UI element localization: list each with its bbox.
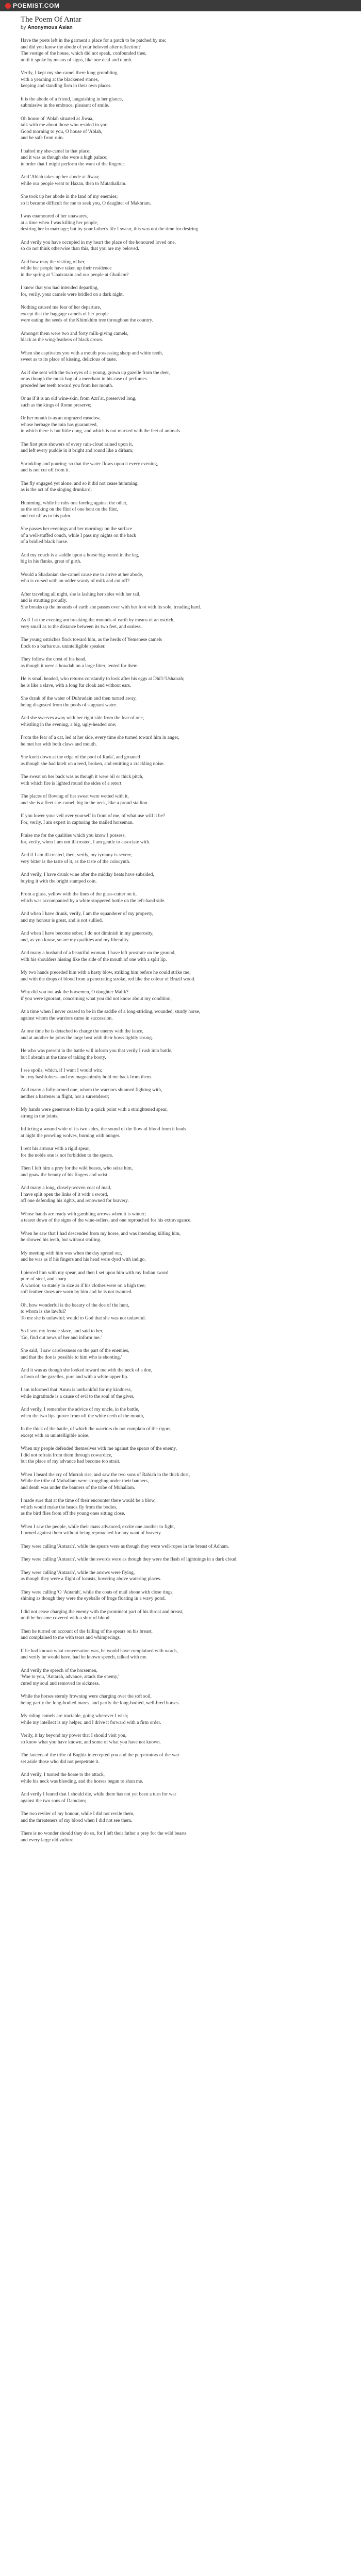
poem-stanza bbox=[21, 96, 340, 109]
verse-line: Why did you not ask the horsemen, O daughter Malik? bbox=[21, 990, 128, 995]
verse-line: of a bridled black horse. bbox=[21, 539, 69, 545]
verse-line: and death was under the banners of the tribe of Muhallam. bbox=[21, 1485, 135, 1490]
verse-line: as though it were a howdah on a large litter, tented for them. bbox=[21, 663, 139, 669]
verse-line: And my couch is a saddle upon a horse big-boned in the leg, bbox=[21, 552, 139, 558]
verse-line: against the two sons of Damdam; bbox=[21, 1798, 86, 1804]
verse-line: except with an unintelligible noise. bbox=[21, 1433, 90, 1438]
verse-line: And she swerves away with her right side from the fear of one, bbox=[21, 716, 144, 721]
verse-line: Humming, while he rubs one foreleg against the other, bbox=[21, 500, 127, 506]
verse-line: and that the doe is possible to him who is shooting.' bbox=[21, 1354, 122, 1360]
verse-line: as the striking on the flint of one bent on the flint, bbox=[21, 507, 118, 512]
verse-line: And verily the speech of the horsemen, bbox=[21, 1668, 98, 1673]
verse-line: And verily you have occupied in my heart the place of the honoured loved one, bbox=[21, 240, 176, 245]
verse-line: Verily, it lay beyond my power that I should visit you, bbox=[21, 1733, 127, 1738]
verse-line: Nothing caused me fear of her departure, bbox=[21, 305, 101, 310]
poem-stanza bbox=[21, 331, 340, 344]
poem-stanza bbox=[21, 415, 340, 435]
poem-stanza bbox=[21, 735, 340, 748]
verse-line: whose herbage the rain has guaranteed, bbox=[21, 422, 98, 428]
verse-line: cured my soul and removed its sickness. bbox=[21, 1681, 100, 1686]
verse-line: And 'Ablah takes up her abode at Jiwaa; bbox=[21, 175, 100, 180]
verse-line: and complained to me with tears and whimperings. bbox=[21, 1635, 121, 1640]
verse-line: I knew that you had intended departing, bbox=[21, 285, 99, 291]
verse-line: very small as to the distance between its two feet, and earless. bbox=[21, 624, 142, 630]
byline-prefix: by bbox=[21, 25, 26, 30]
verse-line: Would a Shadanian she-camel cause me to arrive at her abode, bbox=[21, 572, 143, 578]
poem-stanza bbox=[21, 1589, 340, 1602]
verse-line: Oh house of 'Ablah situated at Jiwaa, bbox=[21, 116, 94, 122]
verse-line: a fawn of the gazelles, pure and with a white upper lip. bbox=[21, 1374, 128, 1380]
verse-line: And verily I feared that I should die, while there has not yet been a turn for war bbox=[21, 1792, 176, 1797]
poem-stanza bbox=[21, 1609, 340, 1622]
poem-stanza bbox=[21, 1556, 340, 1563]
verse-line: while his neck was bleeding, and the horses began to shun me. bbox=[21, 1778, 143, 1784]
verse-line: A warrior, so stately in size as if his clothes were on a high tree; bbox=[21, 1283, 146, 1289]
verse-line: as though she had knelt on a reed, broken, and emitting a crackling noise. bbox=[21, 761, 165, 767]
verse-line: and cut off as to his palm. bbox=[21, 513, 72, 519]
verse-line: such as the kings of Rome preserve; bbox=[21, 402, 92, 408]
verse-line: And many a long, closely-woven coat of mail, bbox=[21, 1185, 111, 1191]
verse-line: They were calling 'Antarah', while the swords were as though they were the flash of lightnings in a dark cloud. bbox=[21, 1557, 238, 1562]
verse-line: and with the drops of blood from a penetrating stroke, red like the colour of Brazil wood. bbox=[21, 976, 195, 982]
verse-line: Then he turned on account of the falling of the spears on his breast, bbox=[21, 1629, 153, 1634]
verse-line: neither a hastener in flight, nor a surrenderer; bbox=[21, 1094, 109, 1099]
verse-line: as the bird flies from off the young ones sitting close. bbox=[21, 1511, 125, 1516]
poem-stanza bbox=[21, 833, 340, 845]
verse-line: as is the act of the singing drunkard; bbox=[21, 487, 92, 493]
verse-line: Praise me for the qualities which you know I possess, bbox=[21, 833, 126, 838]
poem-stanza bbox=[21, 1733, 340, 1745]
verse-line: He who was present in the battle will inform you that verily I rush into battle, bbox=[21, 1048, 173, 1054]
verse-line: while our people went to Hazan, then to Mutathallam. bbox=[21, 181, 127, 187]
verse-line: When my people defended themselves with me against the spears of the enemy, bbox=[21, 1446, 177, 1451]
verse-line: And verily, I remember the advice of my uncle, in the battle, bbox=[21, 1407, 139, 1412]
verse-line: so it became difficult for me to seek you, O daughter of Makhram. bbox=[21, 200, 151, 206]
poem-stanza bbox=[21, 526, 340, 546]
verse-line: to whom is she lawful? bbox=[21, 1309, 67, 1314]
poem-stanza bbox=[21, 1146, 340, 1159]
poem-stanza bbox=[21, 617, 340, 630]
poem-stanza bbox=[21, 572, 340, 585]
verse-line: And if I am ill-treated, then, verily, my tyranny is severe, bbox=[21, 853, 133, 858]
verse-line: being disgusted from the pools of stagnant water. bbox=[21, 702, 117, 708]
verse-line: They were calling 'O 'Antarah', while the coats of mail shone with close rings, bbox=[21, 1589, 174, 1595]
verse-line: in which there is but little dung, and which is not marked with the feet of animals. bbox=[21, 429, 182, 434]
verse-line: or as though the musk bag of a merchant in his case of perfumes bbox=[21, 377, 147, 382]
verse-line: talk with me about those who resided in you. bbox=[21, 123, 109, 128]
verse-line: so know what you have known, and some of what you have not known. bbox=[21, 1739, 161, 1745]
verse-line: I see spoils, which, if I want I would win; bbox=[21, 1068, 103, 1073]
poem-stanza bbox=[21, 676, 340, 689]
poem-stanza bbox=[21, 891, 340, 904]
verse-line: soft leather shoes are worn by him and he is not twinned. bbox=[21, 1290, 133, 1295]
verse-line: Then I left him a prey for the wild beasts, who seize him, bbox=[21, 1166, 133, 1171]
poem-stanza bbox=[21, 481, 340, 494]
verse-line: So I sent my female slave, and said to her, bbox=[21, 1329, 104, 1334]
verse-line: but I abstain at the time of taking the booty. bbox=[21, 1055, 106, 1060]
poem-stanza bbox=[21, 793, 340, 806]
verse-line: when the two lips quiver from off the white teeth of the mouth, bbox=[21, 1413, 144, 1419]
verse-line: She said, 'I saw carelessness on the part of the enemies, bbox=[21, 1348, 129, 1353]
poem-stanza bbox=[21, 370, 340, 389]
verse-line: but the place of my advance had become too strait. bbox=[21, 1459, 121, 1464]
poem-stanza bbox=[21, 754, 340, 767]
verse-line: She passes her evenings and her mornings on the surface bbox=[21, 527, 133, 532]
poem-stanza bbox=[21, 1348, 340, 1361]
verse-line: And many a husband of a beautiful woman, I have left prostrate on the ground, bbox=[21, 951, 176, 956]
poem-stanza bbox=[21, 852, 340, 865]
verse-line: which was accompanied by a white stoppered bottle on the left-hand side. bbox=[21, 898, 166, 904]
verse-line: I turned against them without being reproached for any want of bravery. bbox=[21, 1531, 162, 1536]
site-header bbox=[0, 0, 361, 11]
verse-line: My hands were generous to him by a quick point with a straightened spear, bbox=[21, 1107, 168, 1112]
logo-mark-icon bbox=[5, 3, 11, 9]
verse-line: buying it with the bright stamped coin. bbox=[21, 878, 97, 884]
poem-stanza bbox=[21, 1446, 340, 1465]
verse-line: except that the baggage camels of her people bbox=[21, 311, 109, 317]
verse-line: The sweat on her back was as though it were oil or thick pitch, bbox=[21, 774, 143, 779]
verse-line: being partly the long-bodied mares, and partly the long-bodied, well-bred horses. bbox=[21, 1700, 180, 1706]
poem-stanza bbox=[21, 1752, 340, 1765]
poem-stanza bbox=[21, 1629, 340, 1641]
verse-line: If he had known what conversation was, he would have complained with words, bbox=[21, 1648, 178, 1654]
verse-line: After traveling all night, she is lashing her sides with her tail, bbox=[21, 591, 141, 597]
verse-line: keeping and standing firm in their own places. bbox=[21, 83, 112, 89]
poem-author-link[interactable]: Anonymous Asian bbox=[27, 25, 73, 30]
verse-line: he showed his teeth, but without smiling. bbox=[21, 1238, 102, 1243]
verse-line: preceded her teeth toward you from her mouth. bbox=[21, 383, 113, 388]
verse-line: while ingratitude is a cause of evil to the soul of the giver. bbox=[21, 1394, 135, 1399]
verse-line: flock to a barbarous, unintelligible speaker. bbox=[21, 643, 106, 649]
poem-stanza bbox=[21, 930, 340, 943]
verse-line: The two reviler of my honour, while I did not revile them, bbox=[21, 1811, 135, 1817]
poem-stanza bbox=[21, 950, 340, 963]
verse-line: 'Go, find out news of her and inform me.' bbox=[21, 1335, 102, 1341]
poem-stanza bbox=[21, 194, 340, 207]
poem-stanza bbox=[21, 174, 340, 187]
poem-stanza bbox=[21, 1126, 340, 1139]
verse-line: In the thick of the battle, of which the warriors do not complain of the rigors, bbox=[21, 1427, 172, 1432]
verse-line: The young ostriches flock toward him, as the herds of Yemenese camels bbox=[21, 637, 162, 642]
verse-line: And many a fully-armed one, whom the warriors shunned fighting with, bbox=[21, 1088, 162, 1093]
verse-line: While the horses sternly frowning were charging over the soft soil, bbox=[21, 1694, 152, 1699]
poem-stanza bbox=[21, 148, 340, 168]
poem-stanza bbox=[21, 1302, 340, 1322]
verse-line: off one defending his rights, and renowned for bravery. bbox=[21, 1198, 129, 1204]
poem-stanza bbox=[21, 1668, 340, 1687]
poem-stanza bbox=[21, 1811, 340, 1824]
verse-line: Verily, I kept my she-camel there long grumbling, bbox=[21, 71, 119, 76]
poem-stanza bbox=[21, 396, 340, 409]
verse-line: and my honour is great, and is not sullied. bbox=[21, 918, 103, 923]
verse-line: at night the prowling wolves, burning with hunger. bbox=[21, 1133, 120, 1139]
logo-text: POEMIST.COM bbox=[13, 2, 60, 9]
verse-line: As if I at the evening am breaking the mounds of earth by means of an ostrich, bbox=[21, 618, 175, 623]
verse-line: Have the poets left in the garment a place for a patch to be patched by me; bbox=[21, 38, 167, 43]
verse-line: And verily, I have drunk wine after the midday heats have subsided, bbox=[21, 872, 154, 877]
verse-line: and gnaw the beauty of his fingers and wrist. bbox=[21, 1172, 109, 1178]
poem-stanza bbox=[21, 1772, 340, 1785]
verse-line: and did you know the abode of your beloved after reflection? bbox=[21, 44, 141, 50]
verse-line: with which fire is lighted round the sides of a retort. bbox=[21, 781, 123, 786]
verse-line: in the spring at 'Unaizatain and our people at Ghailam? bbox=[21, 272, 129, 278]
verse-line: And when I have become sober, I do not diminish in my generosity, bbox=[21, 931, 154, 936]
poem-stanza bbox=[21, 1498, 340, 1517]
poem-stanza bbox=[21, 1524, 340, 1537]
verse-line: he met her with both claws and mouth. bbox=[21, 741, 97, 747]
verse-line: and verily he would have, had he known speech, talked with me. bbox=[21, 1655, 147, 1660]
verse-line: I did not refrain from them through cowardice, bbox=[21, 1452, 112, 1458]
poem-stanza bbox=[21, 116, 340, 142]
verse-line: I have split open the links of it with a sword, bbox=[21, 1192, 108, 1197]
poem-stanza bbox=[21, 1028, 340, 1041]
verse-line: While the tribe of Muhallam were struggling under their banners, bbox=[21, 1479, 149, 1484]
poem-stanza bbox=[21, 989, 340, 1002]
verse-line: The first pure showers of every rain-cloud rained upon it, bbox=[21, 442, 133, 447]
verse-line: strong in the joints; bbox=[21, 1113, 59, 1119]
verse-line: To me she is unlawful; would to God that she was not unlawful. bbox=[21, 1315, 146, 1321]
verse-line: I am informed that 'Amru is unthankful for my kindness, bbox=[21, 1387, 132, 1393]
verse-line: for the noble one is not forbidden to the spears. bbox=[21, 1153, 113, 1158]
verse-line: And verily, I turned the horse to the attack, bbox=[21, 1772, 105, 1777]
verse-line: until it spoke by means of signs, like one deaf and dumb. bbox=[21, 57, 133, 63]
poem-stanza bbox=[21, 1067, 340, 1080]
poem-stanza bbox=[21, 461, 340, 474]
poem-stanza bbox=[21, 213, 340, 233]
poem-stanza bbox=[21, 1406, 340, 1419]
poem-stanza bbox=[21, 1570, 340, 1583]
poem-stanza bbox=[21, 1472, 340, 1492]
poem-stanza bbox=[21, 1791, 340, 1804]
verse-line: She knelt down at the edge of the pool of Rada', and groaned bbox=[21, 755, 140, 760]
verse-line: Whose hands are ready with gambling arrows when it is winter; bbox=[21, 1211, 146, 1217]
verse-line: My meeting with him was when the day spread out, bbox=[21, 1250, 122, 1256]
verse-line: I made sure that at the time of their encounter there would be a blow, bbox=[21, 1498, 156, 1503]
verse-line: black as the wing-feathers of black crows. bbox=[21, 337, 104, 343]
verse-line: and is strutting proudly. bbox=[21, 598, 68, 603]
verse-line: When I saw the people, while their mass advanced, excite one another to fight, bbox=[21, 1524, 175, 1530]
verse-line: If you lower your veil over yourself in front of me, of what use will it be? bbox=[21, 814, 165, 819]
verse-line: At one time he is detached to charge the enemy with the lance, bbox=[21, 1029, 144, 1034]
verse-line: Oh, how wonderful is the beauty of the doe of the hunt, bbox=[21, 1302, 129, 1308]
verse-line: They were calling 'Antarah', while the spears were as though they were well-ropes in the breast of Adham. bbox=[21, 1544, 229, 1549]
poem-stanza bbox=[21, 1211, 340, 1224]
verse-line: set aside those who did not perpetrate it. bbox=[21, 1759, 100, 1765]
verse-line: while her people have taken up their residence bbox=[21, 266, 112, 271]
poem-stanza bbox=[21, 70, 340, 90]
verse-line: for, verily, your camels were bridled on a dark night. bbox=[21, 292, 124, 297]
verse-line: My riding camels are tractable, going wherever I wish; bbox=[21, 1714, 128, 1719]
verse-line: shining as though they were the eyeballs of frogs floating in a wavy pond. bbox=[21, 1596, 166, 1601]
poem-stanza bbox=[21, 696, 340, 708]
verse-line: Or as if it is an old wine-skin, from Azri'at, preserved long, bbox=[21, 396, 137, 401]
poem-stanza bbox=[21, 1087, 340, 1100]
verse-line: with his shoulders hissing like the side of the mouth of one with a split lip. bbox=[21, 957, 167, 962]
verse-line: I rent his armour with a rigid spear, bbox=[21, 1146, 90, 1151]
verse-line: And when I have drunk, verily, I am the squanderer of my property, bbox=[21, 911, 154, 917]
poem-stanza bbox=[21, 813, 340, 826]
verse-line: were eating the seeds of the Khimkhim tree throughout the country. bbox=[21, 318, 153, 323]
verse-line: There is no wonder should they do so, for I left their father a prey for the wild beasts bbox=[21, 1831, 187, 1836]
verse-line: I pierced him with my spear, and then I set upon him with my Indian sword bbox=[21, 1270, 169, 1276]
poem-stanza bbox=[21, 259, 340, 279]
verse-line: whistling in the evening, a big, ugly-headed one; bbox=[21, 722, 117, 727]
verse-line: Inflicting a wound wide of its two sides, the sound of the flow of blood from it leads bbox=[21, 1127, 186, 1132]
poem-stanza bbox=[21, 38, 340, 63]
poem-stanza bbox=[21, 1107, 340, 1120]
verse-line: submissive in the embrace, pleasant of smile. bbox=[21, 103, 110, 108]
verse-line: The places of flowing of her sweat were wetted with it, bbox=[21, 794, 129, 799]
poem-body bbox=[21, 38, 340, 1843]
verse-line: The lancers of the tribe of Baghiz intercepted you and the perpetrators of the war bbox=[21, 1753, 179, 1758]
site-logo[interactable] bbox=[5, 0, 60, 11]
verse-line: When I heard the cry of Murrah rise, and saw the two sons of Rabiah in the thick dust, bbox=[21, 1472, 190, 1478]
verse-line: Sprinkling and pouring; so that the water flows upon it every evening, bbox=[21, 461, 158, 467]
poem-title: The Poem Of Antar bbox=[21, 15, 81, 24]
poem-stanza bbox=[21, 442, 340, 454]
verse-line: As if she sent with the two eyes of a young, grown up gazelle from the deer, bbox=[21, 370, 170, 376]
verse-line: and left every puddle in it bright and round like a dirham; bbox=[21, 448, 134, 453]
poem-stanza bbox=[21, 1713, 340, 1726]
poem-stanza bbox=[21, 591, 340, 611]
verse-line: and he was as if his fingers and his head were dyed with indigo. bbox=[21, 1257, 146, 1262]
verse-line: for, verily, when I am not ill-treated, I am gentle to associate with. bbox=[21, 839, 151, 845]
verse-line: but my bashfulness and my magnanimity hold me back from them. bbox=[21, 1074, 152, 1080]
verse-line: and it was as though she were a high palace; bbox=[21, 155, 108, 160]
verse-line: and the threateners of my blood when I did not see them. bbox=[21, 1818, 133, 1823]
poem-stanza bbox=[21, 1648, 340, 1661]
verse-line: desiring her in marriage; but by your father's life I swear, this was not the time for desiring. bbox=[21, 227, 200, 232]
poem-stanza bbox=[21, 1165, 340, 1178]
poem-stanza bbox=[21, 1250, 340, 1263]
verse-line: He is small headed, who returns constantly to look after his eggs at Dhi'l-'Ushairah; bbox=[21, 676, 185, 682]
poem-stanza bbox=[21, 1387, 340, 1400]
poem-stanza bbox=[21, 552, 340, 565]
poem-content bbox=[0, 11, 361, 1850]
poem-stanza bbox=[21, 304, 340, 324]
verse-line: From the fear of a cat, led at her side, every time she turned toward him in anger, bbox=[21, 735, 179, 740]
verse-line: 'Woe to you, 'Antarah, advance, attack the enemy,' bbox=[21, 1674, 119, 1680]
poem-stanza bbox=[21, 1831, 340, 1843]
verse-line: which would make the heads fly from the bodies, bbox=[21, 1504, 118, 1510]
poem-stanza bbox=[21, 1544, 340, 1550]
verse-line: with a yearning at the blackened stones, bbox=[21, 77, 99, 82]
verse-line: against whom the warriors came in succession. bbox=[21, 1015, 113, 1021]
poem-stanza bbox=[21, 911, 340, 924]
verse-line: Good morning to you, O house of 'Ablah, bbox=[21, 129, 103, 134]
verse-line: and, as you know, so are my qualities and my liberality. bbox=[21, 937, 130, 943]
verse-line: until he became covered with a shirt of blood. bbox=[21, 1616, 111, 1621]
verse-line: The vestige of the house, which did not speak, confounded thee, bbox=[21, 51, 147, 56]
verse-line: At a time when I never ceased to be in the saddle of a long-striding, wounded, sturdy horse, bbox=[21, 1009, 201, 1014]
poem-stanza bbox=[21, 1693, 340, 1706]
verse-line: She took up her abode in the land of my enemies; bbox=[21, 194, 118, 199]
verse-line: It is the abode of a friend, languishing in her glance, bbox=[21, 96, 123, 102]
poem-stanza bbox=[21, 285, 340, 298]
verse-line: She breaks up the mounds of earth she passes over with her foot with its sole, treading hard. bbox=[21, 604, 201, 610]
verse-line: who is cursed with an udder scanty of milk and cut off? bbox=[21, 579, 130, 584]
verse-line: I halted my she-camel in that place; bbox=[21, 148, 91, 154]
poem-stanza bbox=[21, 350, 340, 363]
verse-line: When she captivates you with a mouth possessing sharp and white teeth, bbox=[21, 350, 163, 356]
poem-stanza bbox=[21, 656, 340, 669]
poem-stanza bbox=[21, 970, 340, 982]
poem-stanza bbox=[21, 637, 340, 650]
verse-line: while my intellect is my helper, and I drive it forward with a firm order. bbox=[21, 1720, 161, 1725]
verse-line: a tearer down of the signs of the wine-sellers, and one reproached for his extravagance. bbox=[21, 1218, 192, 1223]
poem-stanza bbox=[21, 240, 340, 252]
verse-line: Or her mouth is as an ungrazed meadow, bbox=[21, 416, 101, 421]
verse-line: I was enamoured of her unawares, bbox=[21, 214, 88, 219]
verse-line: and be safe from ruin. bbox=[21, 135, 64, 141]
verse-line: in order that I might perform the want of the lingerer. bbox=[21, 161, 125, 167]
verse-line: at a time when I was killing her people, bbox=[21, 220, 99, 226]
poem-stanza bbox=[21, 1426, 340, 1439]
poem-byline bbox=[21, 25, 340, 30]
poem-stanza bbox=[21, 774, 340, 787]
verse-line: She drank of the water of Duhrudain and then turned away, bbox=[21, 696, 137, 701]
verse-line: My two hands preceded him with a hasty blow, striking him before he could strike me; bbox=[21, 970, 191, 975]
poem-stanza bbox=[21, 1367, 340, 1380]
verse-line: and at another he joins the large host with their bows tightly strung. bbox=[21, 1035, 153, 1041]
poem-stanza bbox=[21, 1270, 340, 1296]
poem-stanza bbox=[21, 1185, 340, 1205]
verse-line: big in his flanks, great of girth. bbox=[21, 559, 81, 564]
poem-stanza bbox=[21, 1009, 340, 1022]
verse-line: And how may the visiting of her, bbox=[21, 259, 86, 265]
poem-stanza bbox=[21, 1328, 340, 1341]
poem-stanza bbox=[21, 1048, 340, 1061]
verse-line: very bitter is the taste of it, as the taste of the colocynth. bbox=[21, 859, 130, 865]
verse-line: The fly engaged yet alone, and so it did not cease humming, bbox=[21, 481, 139, 486]
poem-stanza bbox=[21, 715, 340, 728]
poem-stanza bbox=[21, 872, 340, 885]
poem-stanza bbox=[21, 1231, 340, 1244]
verse-line: he is like a slave, with a long fur cloak and without ears. bbox=[21, 683, 132, 688]
verse-line: They follow the crest of his head, bbox=[21, 657, 87, 662]
verse-line: and she is a fleet she-camel, big in the neck, like a proud stallion. bbox=[21, 800, 149, 806]
poem-stanza bbox=[21, 500, 340, 520]
verse-line: Amongst them were two and forty milk-giving camels, bbox=[21, 331, 128, 336]
verse-line: and every large old vulture. bbox=[21, 1837, 75, 1843]
verse-line: I did not cease charging the enemy with the prominent part of his throat and breast, bbox=[21, 1609, 184, 1615]
verse-line: For, verily, I am expert in capturing the mailed horseman. bbox=[21, 820, 134, 825]
verse-line: if you were ignorant, concerning what you did not know about my condition, bbox=[21, 996, 172, 1002]
verse-line: so do not think otherwise than this, that you are my beloved. bbox=[21, 246, 139, 251]
verse-line: And it was as though she looked toward me with the neck of a doe, bbox=[21, 1368, 153, 1373]
verse-line: From a glass, yellow with the lines of the glass-cutter on it, bbox=[21, 892, 137, 897]
verse-line: They were calling 'Antarah', while the arrows were flying, bbox=[21, 1570, 135, 1575]
verse-line: pure of steel, and sharp. bbox=[21, 1277, 68, 1282]
verse-line: sweet as to its place of kissing, delicious of taste. bbox=[21, 357, 117, 362]
verse-line: and is not cut off from it. bbox=[21, 468, 70, 473]
verse-line: as though they were a flight of locusts, hovering above watering places. bbox=[21, 1577, 161, 1582]
verse-line: When he saw that I had descended from my horse, and was intending killing him, bbox=[21, 1231, 181, 1236]
verse-line: of a well-stuffed couch, while I pass my nights on the back bbox=[21, 533, 137, 538]
